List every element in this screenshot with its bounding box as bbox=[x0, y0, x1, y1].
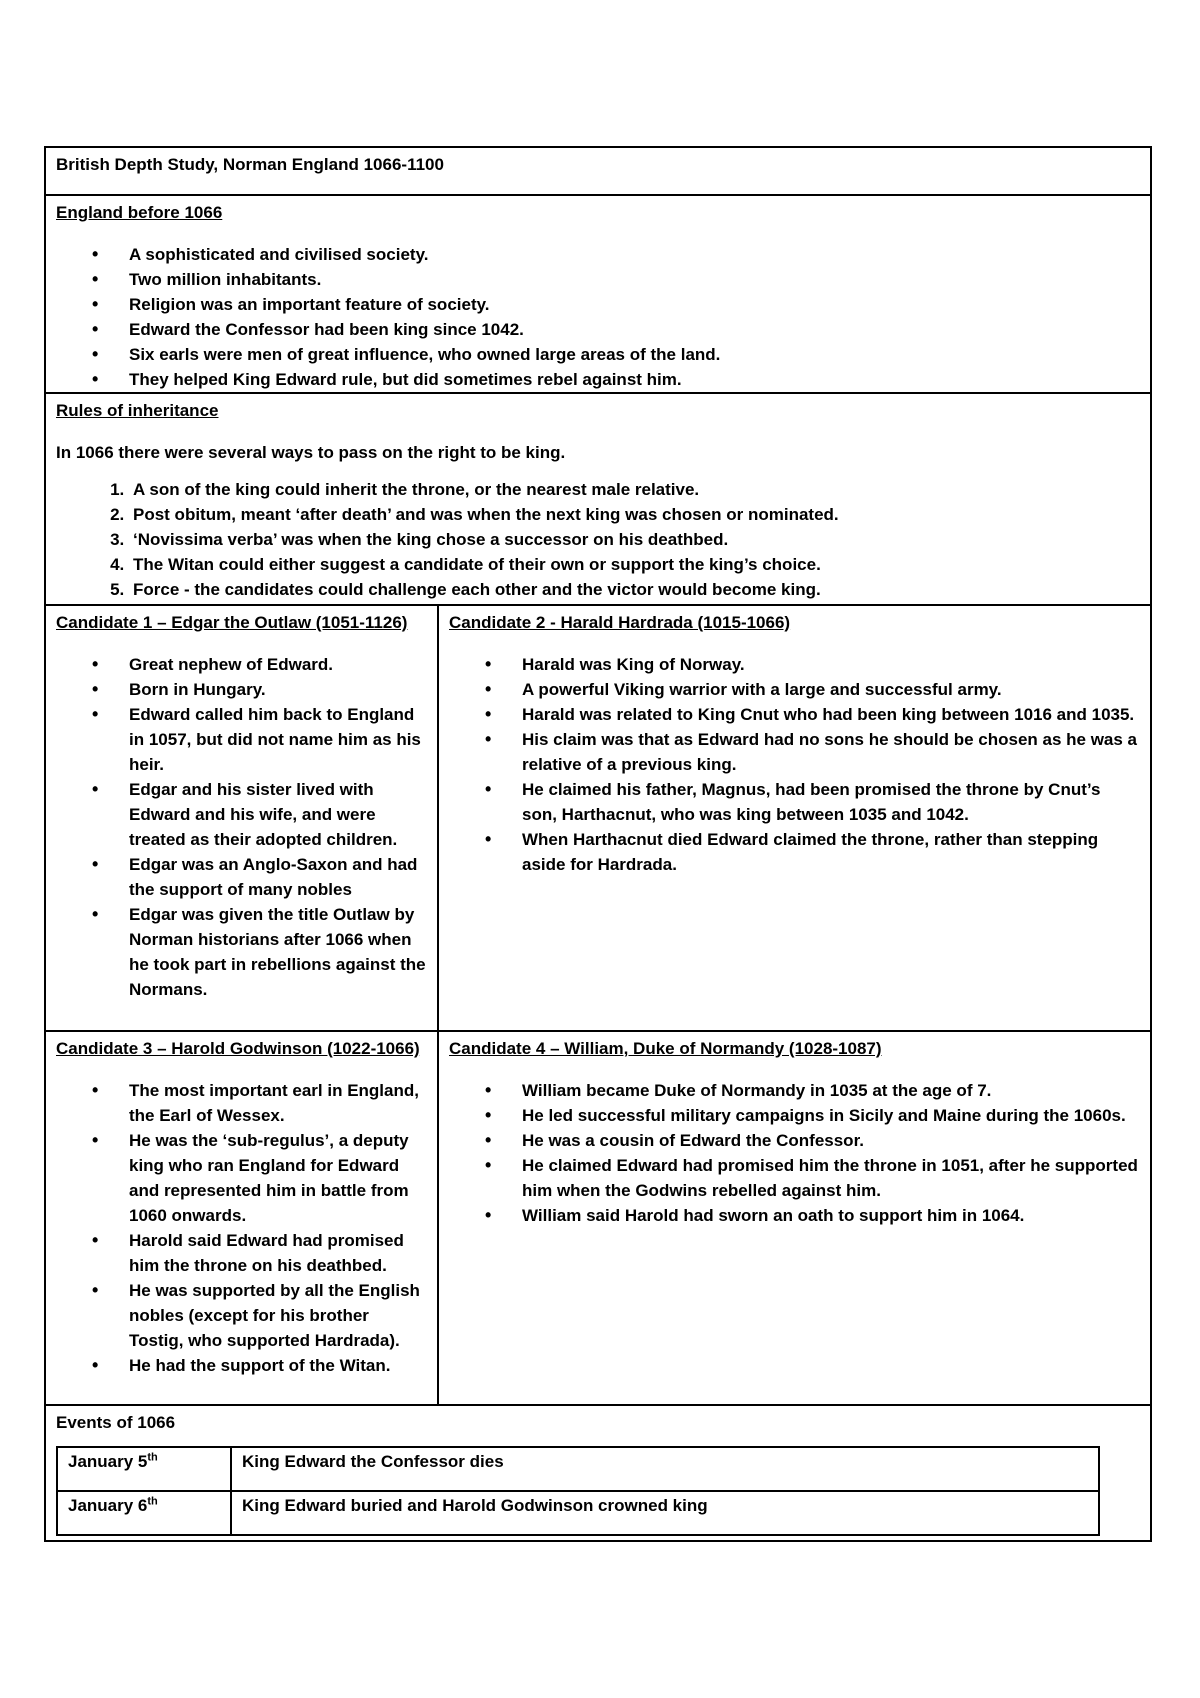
page-title: British Depth Study, Norman England 1066-1100 bbox=[56, 155, 444, 174]
rules-intro: In 1066 there were several ways to pass on the right to be king. bbox=[56, 443, 566, 462]
list-item: • Born in Hungary. bbox=[129, 677, 427, 702]
list-item: • Harold said Edward had promised him the throne on his deathbed. bbox=[129, 1228, 427, 1278]
candidate-1-cell bbox=[46, 606, 439, 1030]
candidate-3-cell bbox=[46, 1032, 439, 1404]
event-date: January 5th bbox=[57, 1447, 231, 1491]
candidate-3-heading: Candidate 3 – Harold Godwinson (1022-1066) bbox=[56, 1039, 420, 1058]
list-item: • William said Harold had sworn an oath to support him in 1064. bbox=[522, 1203, 1140, 1228]
list-item: • He led successful military campaigns in Sicily and Maine during the 1060s. bbox=[522, 1103, 1140, 1128]
list-item: • Edward called him back to England in 1057, but did not name him as his heir. bbox=[129, 702, 427, 777]
list-item: • Harald was related to King Cnut who had been king between 1016 and 1035. bbox=[522, 702, 1140, 727]
list-item: 1. A son of the king could inherit the throne, or the nearest male relative. bbox=[129, 477, 1140, 502]
list-item: • He was the ‘sub-regulus’, a deputy king who ran England for Edward and represented him in battle from 1060 onwards. bbox=[129, 1128, 427, 1228]
events-heading: Events of 1066 bbox=[56, 1413, 176, 1432]
candidate-3-list bbox=[56, 1078, 427, 1378]
list-item: • Edgar and his sister lived with Edward and his wife, and were treated as their adopted children. bbox=[129, 777, 427, 852]
candidate-4-list bbox=[449, 1078, 1140, 1228]
table-row bbox=[57, 1447, 1099, 1491]
list-item: • He was a cousin of Edward the Confessor. bbox=[522, 1128, 1140, 1153]
list-item: • They helped King Edward rule, but did sometimes rebel against him. bbox=[129, 367, 1140, 392]
candidate-4-cell bbox=[439, 1032, 1150, 1404]
event-description: King Edward buried and Harold Godwinson crowned king bbox=[231, 1491, 1099, 1535]
list-item: 5. Force - the candidates could challenge each other and the victor would become king. bbox=[129, 577, 1140, 602]
title-row bbox=[46, 148, 1150, 196]
list-item: • He had the support of the Witan. bbox=[129, 1353, 427, 1378]
list-item: • Six earls were men of great influence, who owned large areas of the land. bbox=[129, 342, 1140, 367]
list-item: • His claim was that as Edward had no sons he should be chosen as he was a relative of a previous king. bbox=[522, 727, 1140, 777]
candidates-row-2 bbox=[46, 1032, 1150, 1406]
candidate-1-list bbox=[56, 652, 427, 1002]
list-item: • He was supported by all the English nobles (except for his brother Tostig, who supported Hardrada). bbox=[129, 1278, 427, 1353]
list-item: • Edgar was an Anglo-Saxon and had the support of many nobles bbox=[129, 852, 427, 902]
candidates-row-1 bbox=[46, 606, 1150, 1032]
list-item: • When Harthacnut died Edward claimed the throne, rather than stepping aside for Hardrada. bbox=[522, 827, 1140, 877]
study-sheet bbox=[44, 146, 1152, 1542]
england-before-heading: England before 1066 bbox=[56, 203, 223, 222]
rules-heading: Rules of inheritance bbox=[56, 401, 219, 420]
list-item: • Edgar was given the title Outlaw by Norman historians after 1066 when he took part in rebellions against the Normans. bbox=[129, 902, 427, 1002]
list-item: • A sophisticated and civilised society. bbox=[129, 242, 1140, 267]
candidate-4-heading: Candidate 4 – William, Duke of Normandy (1028-1087) bbox=[449, 1039, 882, 1058]
events-section bbox=[46, 1406, 1150, 1540]
events-table bbox=[56, 1446, 1100, 1536]
list-item: • He claimed his father, Magnus, had been promised the throne by Cnut’s son, Harthacnut, who was king between 1035 and 1042. bbox=[522, 777, 1140, 827]
list-item: 4. The Witan could either suggest a candidate of their own or support the king’s choice. bbox=[129, 552, 1140, 577]
list-item: • Religion was an important feature of society. bbox=[129, 292, 1140, 317]
list-item: • The most important earl in England, the Earl of Wessex. bbox=[129, 1078, 427, 1128]
list-item: • Edward the Confessor had been king since 1042. bbox=[129, 317, 1140, 342]
event-date: January 6th bbox=[57, 1491, 231, 1535]
england-before-list bbox=[56, 242, 1140, 392]
list-item: • Great nephew of Edward. bbox=[129, 652, 427, 677]
list-item: • He claimed Edward had promised him the throne in 1051, after he supported him when the Godwins rebelled against him. bbox=[522, 1153, 1140, 1203]
event-description: King Edward the Confessor dies bbox=[231, 1447, 1099, 1491]
list-item: 2. Post obitum, meant ‘after death’ and was when the next king was chosen or nominated. bbox=[129, 502, 1140, 527]
candidate-2-cell bbox=[439, 606, 1150, 1030]
candidate-2-heading: Candidate 2 - Harald Hardrada (1015-1066) bbox=[449, 613, 791, 632]
list-item: • William became Duke of Normandy in 1035 at the age of 7. bbox=[522, 1078, 1140, 1103]
list-item: • A powerful Viking warrior with a large and successful army. bbox=[522, 677, 1140, 702]
england-before-section bbox=[46, 196, 1150, 394]
candidate-1-heading: Candidate 1 – Edgar the Outlaw (1051-1126) bbox=[56, 613, 408, 632]
list-item: 3. ‘Novissima verba’ was when the king chose a successor on his deathbed. bbox=[129, 527, 1140, 552]
candidate-2-list bbox=[449, 652, 1140, 877]
rules-list bbox=[56, 477, 1140, 602]
table-row bbox=[57, 1491, 1099, 1535]
list-item: • Two million inhabitants. bbox=[129, 267, 1140, 292]
list-item: • Harald was King of Norway. bbox=[522, 652, 1140, 677]
rules-section bbox=[46, 394, 1150, 606]
